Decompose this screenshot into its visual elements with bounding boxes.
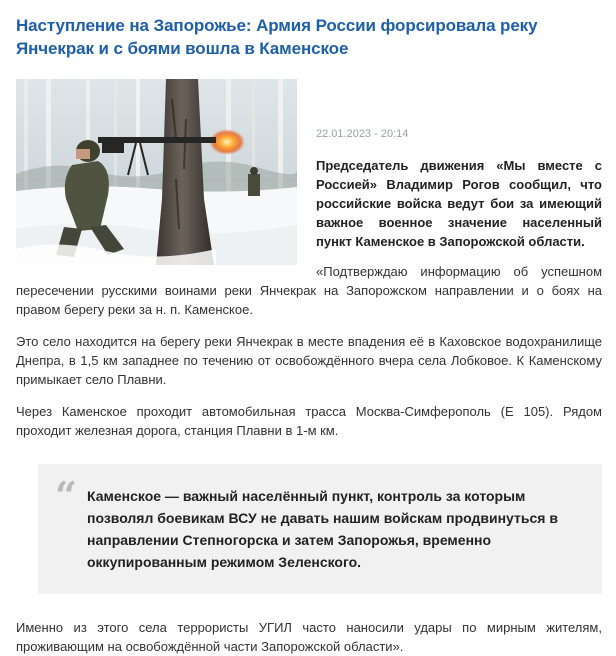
pull-quote-text: Каменское — важный населённый пункт, контроль за которым позволял боевикам ВСУ не давать нашим войскам продвинуться в направлении Степногорска и затем Запорожья, временно оккупированным режимом Зеленского. xyxy=(87,488,558,570)
pull-quote xyxy=(38,464,602,594)
article-photo xyxy=(16,79,297,265)
article-paragraph: Это село находится на берегу реки Янчекрак в месте впадения её в Каховское водохранилище Днепра, в 1,5 км западнее по течению от освобождённого вчера села Лобковое. К Каменскому примыкает село Плавни. xyxy=(16,334,602,387)
article-paragraph: Именно из этого села террористы УГИЛ часто наносили удары по мирным жителям, проживающим на освобождённой части Запорожской области». xyxy=(16,620,602,654)
article-title[interactable]: Наступление на Запорожье: Армия России форсировала реку Янчекрак и с боями вошла в Каменское xyxy=(16,16,538,58)
article-paragraph: Через Каменское проходит автомобильная трасса Москва-Симферополь (Е 105). Рядом проходит железная дорога, станция Плавни в 1-м км. xyxy=(16,404,602,438)
article-lead: Председатель движения «Мы вместе с Россией» Владимир Рогов сообщил, что российские войска ведут бои за имеющий важное военное значение населенный пункт Каменское в Запорожской области. xyxy=(316,158,602,249)
soldier-firing-machine-gun-image xyxy=(16,79,297,265)
article xyxy=(16,0,602,656)
quote-mark-icon: “ xyxy=(55,473,77,518)
publish-date: 22.01.2023 - 20:14 xyxy=(316,128,409,140)
article-paragraph: «Подтверждаю информацию об успешном пересечении русскими воинами реки Янчекрак на Запорожском направлении и о боях на правом берегу реки за н. п. Каменское. xyxy=(16,264,602,317)
